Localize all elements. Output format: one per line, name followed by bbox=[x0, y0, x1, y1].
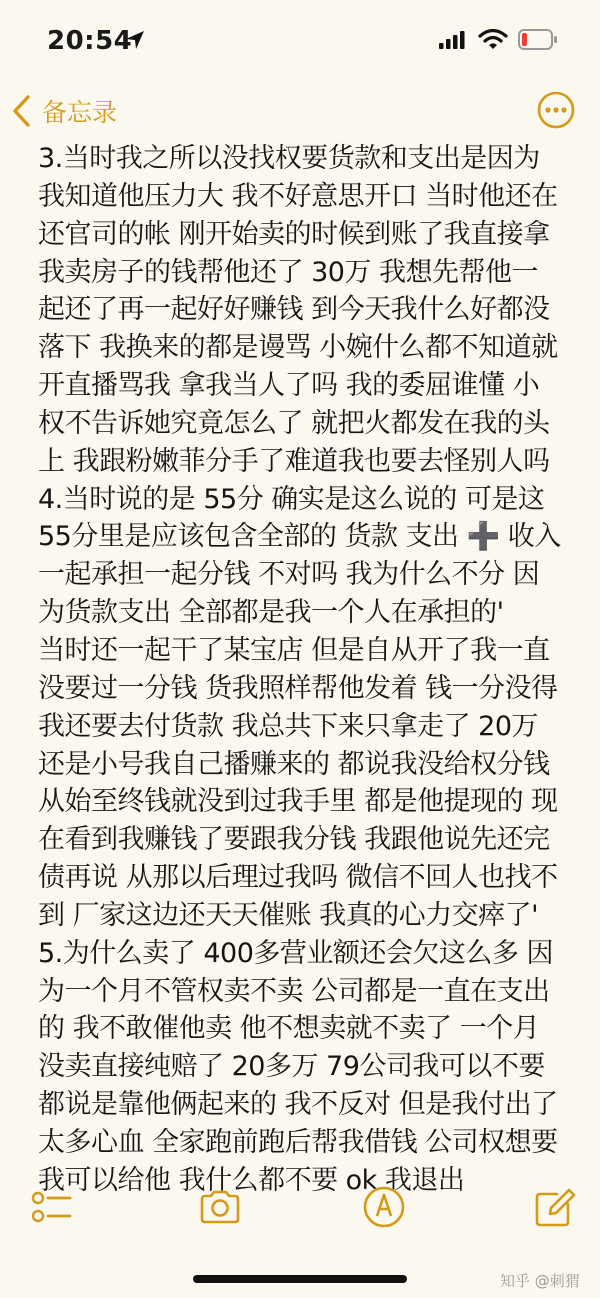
note-line: 还官司的帐 刚开始卖的时候到账了我直接拿 bbox=[38, 218, 550, 250]
note-line: 从始至终钱就没到过我手里 都是他提现的 现 bbox=[38, 786, 558, 818]
note-line: 为货款支出 全部都是我一个人在承担的' bbox=[38, 597, 504, 629]
note-line: 没要过一分钱 货我照样帮他发着 钱一分没得 bbox=[38, 672, 558, 704]
note-line: 当时还一起干了某宝店 但是自从开了我一直 bbox=[38, 634, 550, 666]
note-line: 债再说 从那以后理过我吗 微信不回人也找不 bbox=[38, 862, 558, 894]
checklist-icon[interactable] bbox=[30, 1184, 76, 1230]
camera-icon[interactable] bbox=[197, 1184, 243, 1230]
note-line: 都说是靠他俩起来的 我不反对 但是我付出了 bbox=[38, 1089, 558, 1121]
navigation-bar bbox=[0, 86, 600, 136]
bottom-toolbar bbox=[0, 1176, 600, 1242]
note-line: 权不告诉她究竟怎么了 就把火都发在我的头 bbox=[38, 407, 550, 439]
status-time: 20:54 bbox=[47, 26, 133, 56]
note-line: 我知道他压力大 我不好意思开口 当时他还在 bbox=[38, 180, 558, 212]
location-arrow-icon bbox=[124, 29, 146, 51]
status-bar bbox=[0, 0, 600, 80]
note-line: 没卖直接纯赔了 20多万 79公司我可以不要 bbox=[38, 1051, 545, 1083]
note-line: 在看到我赚钱了要跟我分钱 我跟他说先还完 bbox=[38, 824, 550, 856]
note-line: 3.当时我之所以没找权要货款和支出是因为 bbox=[38, 143, 540, 174]
note-line: 我卖房子的钱帮他还了 30万 我想先帮他一 bbox=[38, 256, 539, 288]
note-line: 还是小号我自己播赚来的 都说我没给权分钱 bbox=[38, 748, 550, 780]
note-line: 我还要去付货款 我总共下来只拿走了 20万 bbox=[38, 710, 539, 742]
note-line: 开直播骂我 拿我当人了吗 我的委屈谁懂 小 bbox=[38, 370, 540, 402]
watermark: 知乎 @刺猬 bbox=[500, 1272, 580, 1290]
back-label: 备忘录 bbox=[42, 98, 118, 127]
note-line: 的 我不敢催他卖 他不想卖就不卖了 一个月 bbox=[38, 1013, 540, 1045]
note-line: 5.为什么卖了 400多营业额还会欠这么多 因 bbox=[38, 937, 553, 969]
home-indicator bbox=[193, 1275, 407, 1283]
more-options-icon[interactable] bbox=[536, 90, 576, 130]
markup-icon[interactable] bbox=[361, 1184, 407, 1230]
note-line: 到 厂家这边还天天催账 我真的心力交瘁了' bbox=[38, 899, 539, 931]
note-line: 我可以给他 我什么都不要 ok 我退出 bbox=[38, 1164, 465, 1196]
note-line: 起还了再一起好好赚钱 到今天我什么好都没 bbox=[38, 294, 550, 326]
note-line: 太多心血 全家跑前跑后帮我借钱 公司权想要 bbox=[38, 1126, 558, 1158]
cellular-signal-icon bbox=[438, 30, 466, 50]
note-line: 为一个月不管权卖不卖 公司都是一直在支出 bbox=[38, 975, 550, 1007]
note-line: 落下 我换来的都是谩骂 小婉什么都不知道就 bbox=[38, 332, 558, 364]
wifi-icon bbox=[478, 28, 508, 50]
note-line: 4.当时说的是 55分 确实是这么说的 可是这 bbox=[38, 483, 545, 515]
battery-low-icon bbox=[518, 29, 558, 50]
note-line: 上 我跟粉嫩菲分手了难道我也要去怪别人吗 bbox=[38, 445, 550, 477]
compose-icon[interactable] bbox=[532, 1184, 578, 1230]
back-button[interactable] bbox=[10, 86, 117, 136]
note-line: 一起承担一起分钱 不对吗 我为什么不分 因 bbox=[38, 559, 540, 591]
note-line: 55分里是应该包含全部的 货款 支出 ➕ 收入 bbox=[38, 521, 561, 553]
note-body[interactable] bbox=[38, 140, 598, 1200]
chevron-left-icon bbox=[10, 94, 34, 128]
